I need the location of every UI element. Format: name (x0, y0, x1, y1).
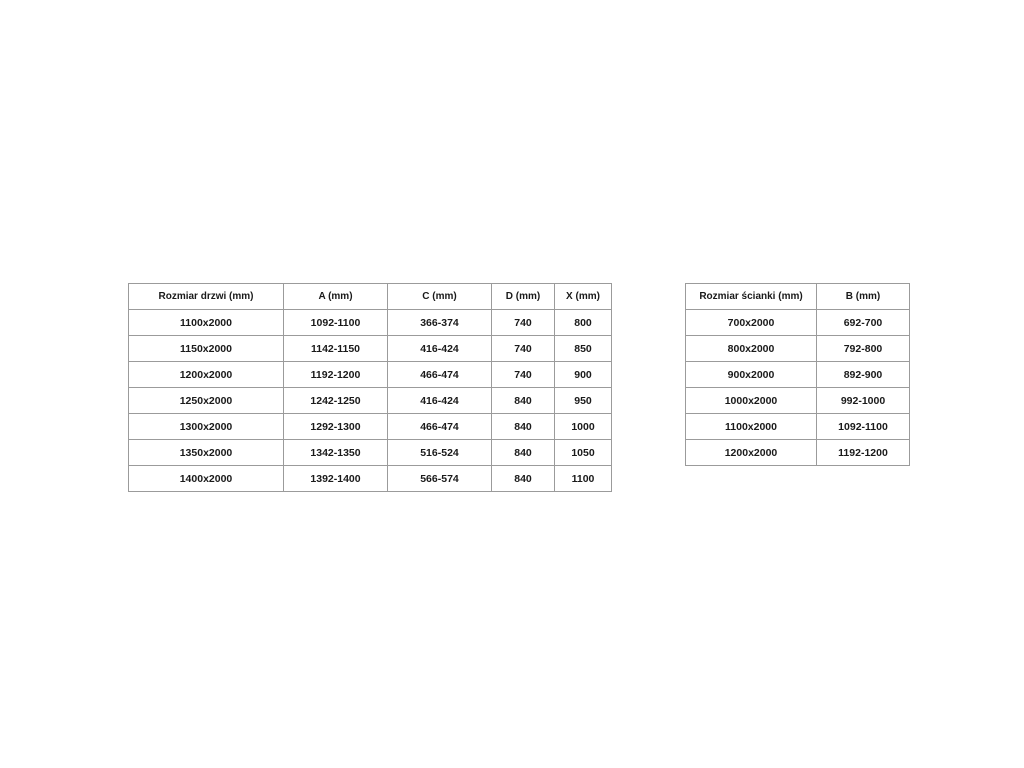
cell-wall-size: 700x2000 (686, 310, 817, 336)
cell-b: 792-800 (817, 336, 910, 362)
cell-door-size: 1100x2000 (129, 310, 284, 336)
cell-x: 800 (555, 310, 612, 336)
cell-door-size: 1200x2000 (129, 362, 284, 388)
table-row (129, 414, 612, 440)
table-row (686, 440, 910, 466)
wall-table-header (686, 284, 910, 310)
cell-a: 1342-1350 (284, 440, 388, 466)
cell-a: 1292-1300 (284, 414, 388, 440)
cell-b: 892-900 (817, 362, 910, 388)
table-row (129, 310, 612, 336)
cell-x: 1000 (555, 414, 612, 440)
cell-d: 740 (492, 310, 555, 336)
cell-door-size: 1400x2000 (129, 466, 284, 492)
wall-table-body (686, 310, 910, 466)
cell-b: 1092-1100 (817, 414, 910, 440)
cell-a: 1242-1250 (284, 388, 388, 414)
cell-c: 566-574 (388, 466, 492, 492)
cell-b: 992-1000 (817, 388, 910, 414)
cell-wall-size: 1000x2000 (686, 388, 817, 414)
table-row (129, 388, 612, 414)
table-header-row (686, 284, 910, 310)
cell-c: 366-374 (388, 310, 492, 336)
cell-x: 900 (555, 362, 612, 388)
table-row (129, 466, 612, 492)
cell-c: 466-474 (388, 362, 492, 388)
cell-d: 840 (492, 414, 555, 440)
table-header-row (129, 284, 612, 310)
cell-x: 850 (555, 336, 612, 362)
cell-a: 1392-1400 (284, 466, 388, 492)
column-header-b: B (mm) (817, 284, 910, 310)
cell-c: 516-524 (388, 440, 492, 466)
tables-container (128, 283, 910, 492)
cell-x: 1100 (555, 466, 612, 492)
table-row (686, 310, 910, 336)
cell-b: 1192-1200 (817, 440, 910, 466)
cell-wall-size: 1100x2000 (686, 414, 817, 440)
cell-door-size: 1350x2000 (129, 440, 284, 466)
door-table-body (129, 310, 612, 492)
cell-wall-size: 800x2000 (686, 336, 817, 362)
cell-x: 950 (555, 388, 612, 414)
cell-door-size: 1250x2000 (129, 388, 284, 414)
column-header-a: A (mm) (284, 284, 388, 310)
cell-c: 416-424 (388, 336, 492, 362)
table-row (686, 336, 910, 362)
cell-d: 740 (492, 362, 555, 388)
cell-wall-size: 1200x2000 (686, 440, 817, 466)
table-row (129, 336, 612, 362)
cell-a: 1092-1100 (284, 310, 388, 336)
cell-door-size: 1300x2000 (129, 414, 284, 440)
cell-d: 840 (492, 440, 555, 466)
table-row (129, 362, 612, 388)
cell-a: 1192-1200 (284, 362, 388, 388)
column-header-c: C (mm) (388, 284, 492, 310)
cell-d: 840 (492, 388, 555, 414)
table-row (686, 388, 910, 414)
cell-b: 692-700 (817, 310, 910, 336)
table-row (129, 440, 612, 466)
door-table-header (129, 284, 612, 310)
column-header-x: X (mm) (555, 284, 612, 310)
cell-door-size: 1150x2000 (129, 336, 284, 362)
cell-c: 466-474 (388, 414, 492, 440)
door-size-table (128, 283, 612, 492)
column-header-door-size: Rozmiar drzwi (mm) (129, 284, 284, 310)
table-row (686, 414, 910, 440)
cell-d: 740 (492, 336, 555, 362)
column-header-d: D (mm) (492, 284, 555, 310)
cell-c: 416-424 (388, 388, 492, 414)
wall-size-table (685, 283, 910, 466)
cell-wall-size: 900x2000 (686, 362, 817, 388)
column-header-wall-size: Rozmiar ścianki (mm) (686, 284, 817, 310)
cell-a: 1142-1150 (284, 336, 388, 362)
table-row (686, 362, 910, 388)
cell-x: 1050 (555, 440, 612, 466)
cell-d: 840 (492, 466, 555, 492)
